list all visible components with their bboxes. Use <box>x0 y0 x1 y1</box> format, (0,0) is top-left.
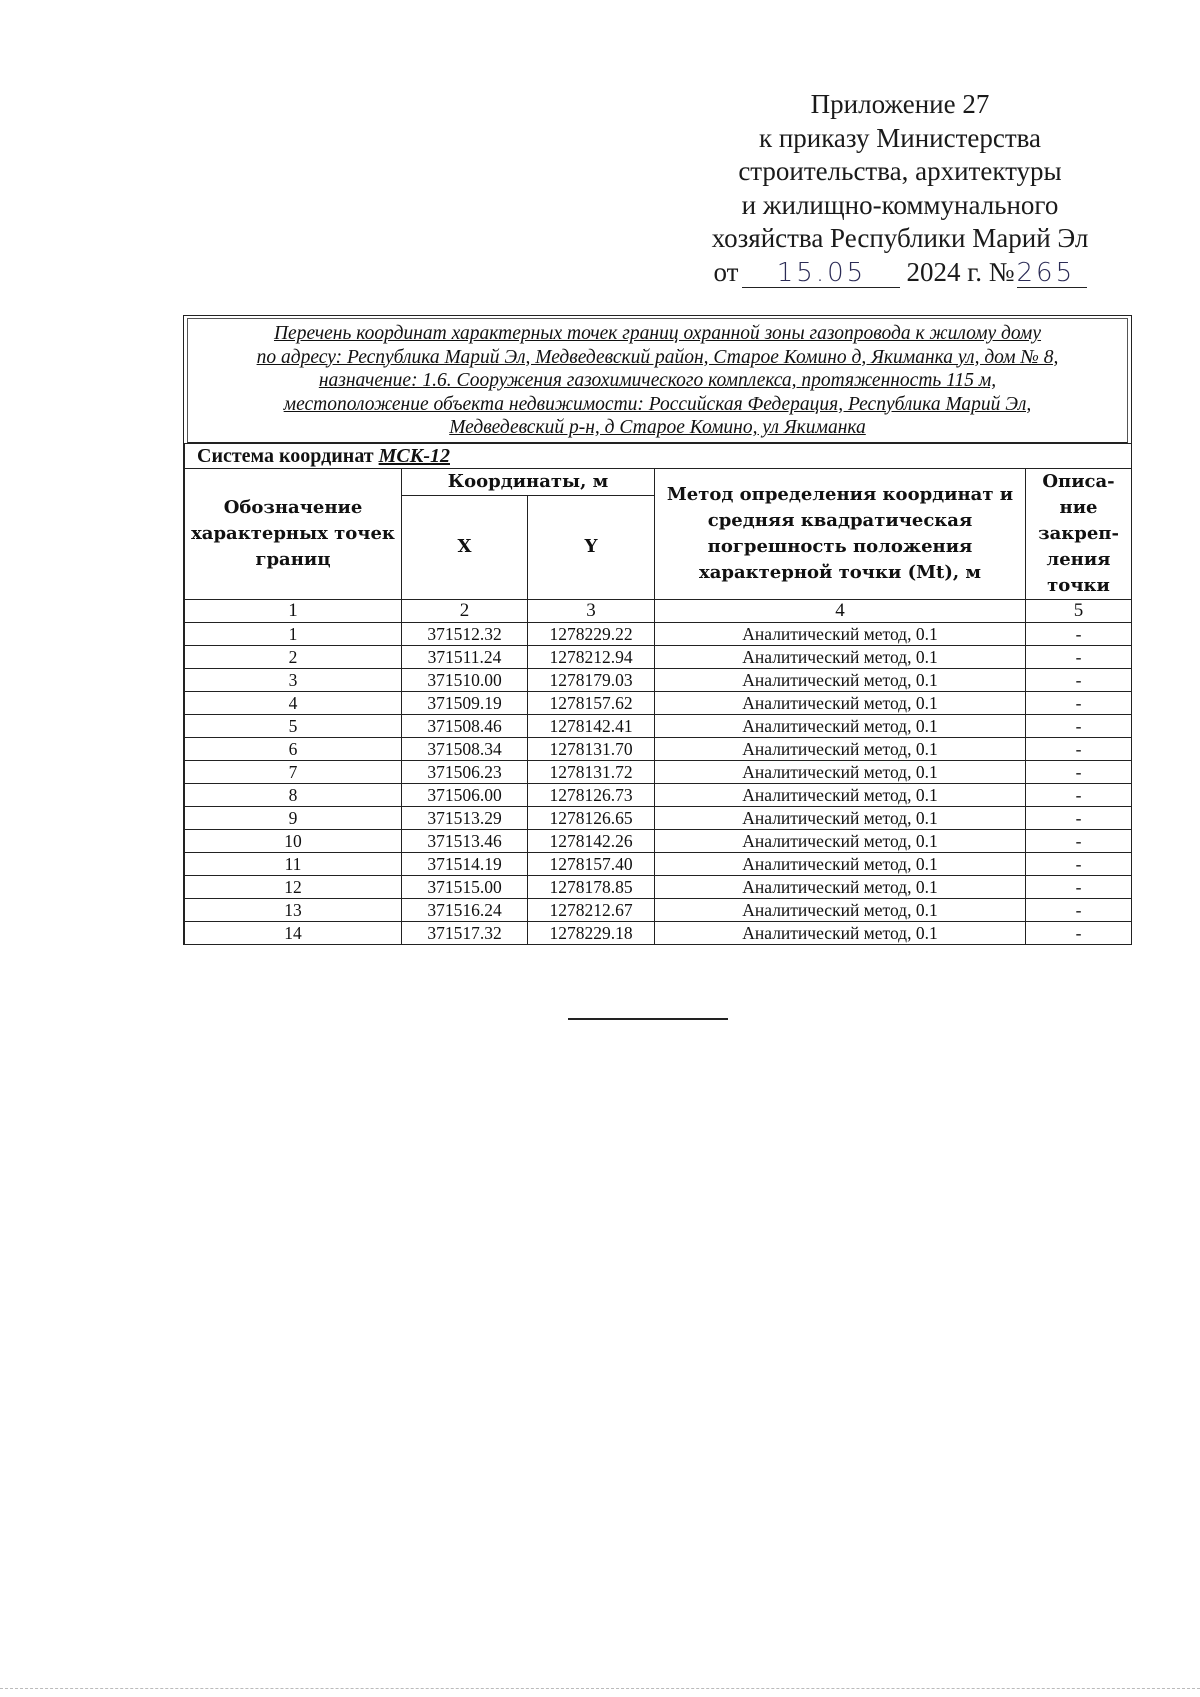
column-number: 3 <box>528 599 655 622</box>
header-method: Метод определения координат и средняя квадратическая погрешность положения характерной точки (Mt), м <box>655 468 1026 599</box>
x-coordinate-cell: 371516.24 <box>402 898 528 921</box>
y-coordinate-cell: 1278229.18 <box>528 921 655 944</box>
description-cell: - <box>1026 921 1132 944</box>
description-cell: - <box>1026 668 1132 691</box>
x-coordinate-cell: 371514.19 <box>402 852 528 875</box>
point-number-cell: 7 <box>185 760 402 783</box>
method-cell: Аналитический метод, 0.1 <box>655 737 1026 760</box>
table-row <box>185 691 1132 714</box>
description-cell: - <box>1026 691 1132 714</box>
point-number-cell: 10 <box>185 829 402 852</box>
description-cell: - <box>1026 622 1132 645</box>
table-row <box>185 898 1132 921</box>
approval-date-line <box>640 256 1160 290</box>
method-cell: Аналитический метод, 0.1 <box>655 898 1026 921</box>
coordinate-system-label: Система координат <box>197 444 374 467</box>
description-cell: - <box>1026 806 1132 829</box>
x-coordinate-cell: 371508.34 <box>402 737 528 760</box>
x-coordinate-cell: 371511.24 <box>402 645 528 668</box>
x-coordinate-cell: 371513.29 <box>402 806 528 829</box>
header-x: X <box>402 496 528 599</box>
x-coordinate-cell: 371506.23 <box>402 760 528 783</box>
point-number-cell: 6 <box>185 737 402 760</box>
y-coordinate-cell: 1278179.03 <box>528 668 655 691</box>
y-coordinate-cell: 1278142.26 <box>528 829 655 852</box>
method-cell: Аналитический метод, 0.1 <box>655 691 1026 714</box>
y-coordinate-cell: 1278212.67 <box>528 898 655 921</box>
column-number: 4 <box>655 599 1026 622</box>
approval-line-ministry: строительства, архитектуры <box>738 156 1062 186</box>
handwritten-date: 15.05 <box>742 260 900 288</box>
description-cell: - <box>1026 852 1132 875</box>
coordinates-table <box>184 443 1132 945</box>
point-number-cell: 9 <box>185 806 402 829</box>
approval-line-republic: хозяйства Республики Марий Эл <box>711 223 1089 253</box>
table-row <box>185 645 1132 668</box>
method-cell: Аналитический метод, 0.1 <box>655 852 1026 875</box>
table-row <box>185 852 1132 875</box>
method-cell: Аналитический метод, 0.1 <box>655 921 1026 944</box>
table-header-row-1 <box>185 468 1132 496</box>
table-row <box>185 714 1132 737</box>
table-row <box>185 921 1132 944</box>
heading-line-5: Медведевский р-н, д Старое Комино, ул Якиманка <box>449 417 866 438</box>
x-coordinate-cell: 371508.46 <box>402 714 528 737</box>
heading-line-2: по адресу: Республика Марий Эл, Медведевский район, Старое Комино д, Якиманка ул, дом № 8, <box>256 346 1059 368</box>
x-coordinate-cell: 371512.32 <box>402 622 528 645</box>
heading-line-1: Перечень координат характерных точек границ охранной зоны газопровода к жилому дому <box>273 323 1042 344</box>
header-y: Y <box>528 496 655 599</box>
y-coordinate-cell: 1278126.73 <box>528 783 655 806</box>
point-number-cell: 11 <box>185 852 402 875</box>
point-number-cell: 1 <box>185 622 402 645</box>
x-coordinate-cell: 371513.46 <box>402 829 528 852</box>
column-number: 1 <box>185 599 402 622</box>
description-cell: - <box>1026 898 1132 921</box>
table-row <box>185 668 1132 691</box>
coordinates-document-frame <box>183 315 1132 945</box>
point-number-cell: 13 <box>185 898 402 921</box>
coordinate-system-value: МСК-12 <box>378 444 450 467</box>
heading-line-4: местоположение объекта недвижимости: Российская Федерация, Республика Марий Эл, <box>283 393 1032 415</box>
x-coordinate-cell: 371515.00 <box>402 875 528 898</box>
y-coordinate-cell: 1278131.72 <box>528 760 655 783</box>
method-cell: Аналитический метод, 0.1 <box>655 668 1026 691</box>
method-cell: Аналитический метод, 0.1 <box>655 829 1026 852</box>
point-number-cell: 4 <box>185 691 402 714</box>
y-coordinate-cell: 1278157.40 <box>528 852 655 875</box>
y-coordinate-cell: 1278178.85 <box>528 875 655 898</box>
point-number-cell: 3 <box>185 668 402 691</box>
y-coordinate-cell: 1278131.70 <box>528 737 655 760</box>
table-row <box>185 875 1132 898</box>
method-cell: Аналитический метод, 0.1 <box>655 622 1026 645</box>
description-cell: - <box>1026 737 1132 760</box>
handwritten-order-number: 265 <box>1017 260 1087 288</box>
approval-line-order: к приказу Министерства <box>758 122 1042 153</box>
y-coordinate-cell: 1278157.62 <box>528 691 655 714</box>
x-coordinate-cell: 371509.19 <box>402 691 528 714</box>
description-cell: - <box>1026 645 1132 668</box>
heading-line-3: назначение: 1.6. Сооружения газохимического комплекса, протяженность 115 м, <box>318 370 997 391</box>
x-coordinate-cell: 371517.32 <box>402 921 528 944</box>
method-cell: Аналитический метод, 0.1 <box>655 783 1026 806</box>
table-row <box>185 760 1132 783</box>
description-cell: - <box>1026 875 1132 898</box>
y-coordinate-cell: 1278229.22 <box>528 622 655 645</box>
table-row <box>185 737 1132 760</box>
x-coordinate-cell: 371506.00 <box>402 783 528 806</box>
point-number-cell: 8 <box>185 783 402 806</box>
column-number: 5 <box>1026 599 1132 622</box>
y-coordinate-cell: 1278142.41 <box>528 714 655 737</box>
description-cell: - <box>1026 829 1132 852</box>
description-cell: - <box>1026 714 1132 737</box>
point-number-cell: 14 <box>185 921 402 944</box>
column-number-row <box>185 599 1132 622</box>
approval-block <box>640 88 1160 289</box>
table-row <box>185 783 1132 806</box>
y-coordinate-cell: 1278212.94 <box>528 645 655 668</box>
description-cell: - <box>1026 760 1132 783</box>
year-and-number-label: 2024 г. № <box>906 256 1015 287</box>
object-heading <box>187 318 1128 443</box>
method-cell: Аналитический метод, 0.1 <box>655 714 1026 737</box>
method-cell: Аналитический метод, 0.1 <box>655 875 1026 898</box>
table-row <box>185 806 1132 829</box>
table-row <box>185 829 1132 852</box>
description-cell: - <box>1026 783 1132 806</box>
x-coordinate-cell: 371510.00 <box>402 668 528 691</box>
method-cell: Аналитический метод, 0.1 <box>655 806 1026 829</box>
coordinate-system-row <box>185 443 1132 468</box>
column-number: 2 <box>402 599 528 622</box>
header-coordinates: Координаты, м <box>402 468 655 496</box>
header-designation: Обозначение характерных точек границ <box>185 468 402 599</box>
method-cell: Аналитический метод, 0.1 <box>655 645 1026 668</box>
point-number-cell: 12 <box>185 875 402 898</box>
approval-line-housing: и жилищно-коммунального <box>741 189 1059 220</box>
table-row <box>185 622 1132 645</box>
y-coordinate-cell: 1278126.65 <box>528 806 655 829</box>
method-cell: Аналитический метод, 0.1 <box>655 760 1026 783</box>
point-number-cell: 5 <box>185 714 402 737</box>
scan-edge-line <box>0 1688 1200 1689</box>
end-of-document-rule <box>568 1018 728 1020</box>
coordinate-system-cell <box>185 443 1132 468</box>
point-number-cell: 2 <box>185 645 402 668</box>
header-description: Описа-ние закреп-ления точки <box>1026 468 1132 599</box>
appendix-title: Приложение 27 <box>810 89 990 119</box>
date-prefix: от <box>713 256 739 287</box>
